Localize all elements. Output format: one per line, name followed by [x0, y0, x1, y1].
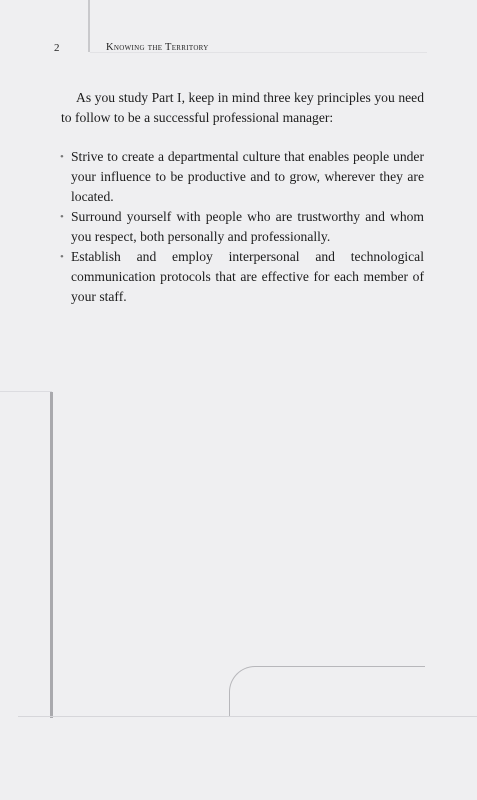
body-text: [61, 88, 424, 307]
bottom-rule: [18, 716, 477, 717]
principles-list: [61, 147, 424, 307]
bullet-dot-icon: •: [60, 251, 64, 263]
page-number: 2: [54, 42, 60, 54]
list-item-text: Strive to create a departmental culture that enables people under your influence to be productive and to grow, wherever they are located.: [71, 149, 424, 204]
list-item-text: Establish and employ interpersonal and technological communication protocols that are effective for each member of your staff.: [71, 249, 424, 304]
bullet-dot-icon: •: [60, 151, 64, 163]
bullet-dot-icon: •: [60, 211, 64, 223]
rounded-frame: [229, 666, 425, 716]
list-item: [61, 247, 424, 307]
lower-left-bar: [50, 392, 53, 718]
list-item: [61, 147, 424, 207]
header-vertical-rule: [88, 0, 90, 52]
intro-paragraph: As you study Part I, keep in mind three key principles you need to follow to be a successful professional manager:: [61, 90, 424, 125]
running-head: Knowing the Territory: [106, 42, 209, 53]
list-item: [61, 207, 424, 247]
lower-left-rule: [0, 391, 52, 392]
list-item-text: Surround yourself with people who are trustworthy and whom you respect, both personally and professionally.: [71, 209, 424, 244]
